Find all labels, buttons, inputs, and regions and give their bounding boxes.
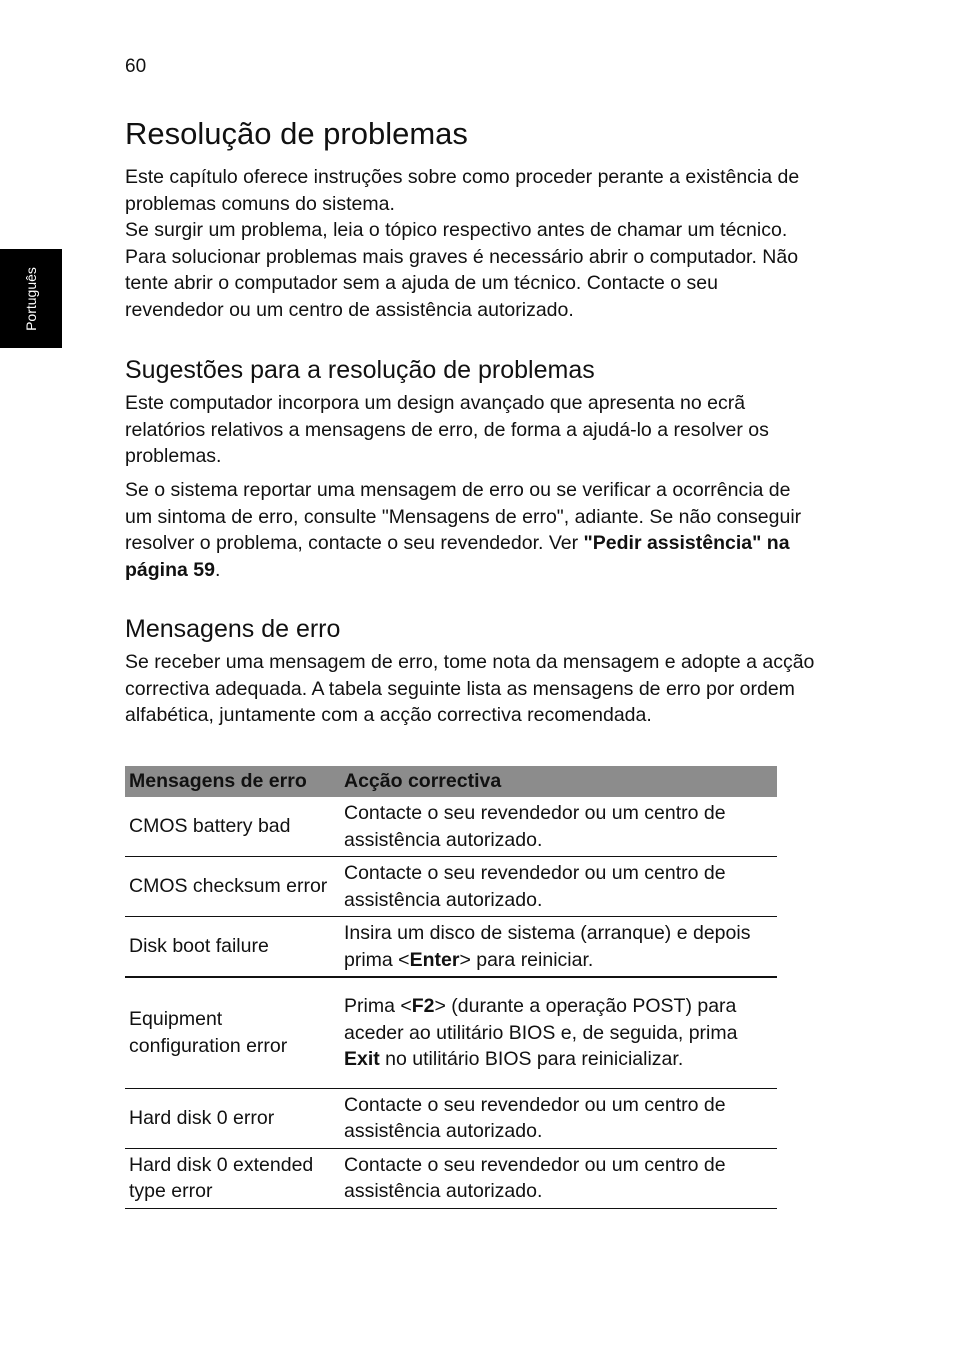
intro-text: [125, 164, 815, 323]
error-message-cell: CMOS checksum error: [125, 857, 340, 917]
error-message-cell: CMOS battery bad: [125, 797, 340, 857]
page-title: Resolução de problemas: [125, 116, 468, 151]
corrective-action-cell: Contacte o seu revendedor ou um centro de assistência autorizado.: [340, 1088, 777, 1148]
section-heading-error-messages: Mensagens de erro: [125, 615, 341, 643]
suggestions-text: Se o sistema reportar uma mensagem de erro ou se verificar a ocorrência de um sintoma de erro, consulte "Mensagens de erro", adiante. Se não conseguir resolver o problema, contacte o seu revendedor. Ver: [125, 479, 802, 554]
error-messages-table: [125, 766, 777, 1209]
key-name: F2: [411, 995, 435, 1017]
table-row: [125, 797, 777, 857]
corrective-action-cell: [340, 977, 777, 1088]
suggestions-text-end: .: [214, 558, 221, 581]
table-row: [125, 1148, 777, 1208]
key-name: Enter: [409, 948, 460, 971]
intro-paragraph-1: Este capítulo oferece instruções sobre como proceder perante a existência de problemas comuns do sistema.: [125, 166, 800, 215]
corrective-action-cell: Contacte o seu revendedor ou um centro de assistência autorizado.: [340, 857, 777, 917]
table-row: [125, 977, 777, 1088]
column-header-message: Mensagens de erro: [125, 766, 340, 797]
error-message-cell: Hard disk 0 extended type error: [125, 1148, 340, 1208]
page-number: 60: [125, 56, 147, 77]
table-row: [125, 917, 777, 978]
language-side-tab: [0, 249, 62, 348]
language-label: Português: [23, 266, 39, 331]
action-text: no utilitário BIOS para reinicializar.: [379, 1048, 684, 1070]
action-text: > para reiniciar.: [459, 948, 594, 971]
corrective-action-cell: [340, 917, 777, 978]
corrective-action-cell: Contacte o seu revendedor ou um centro de assistência autorizado.: [340, 1148, 777, 1208]
table-header-row: [125, 766, 777, 797]
suggestions-paragraph-1: Este computador incorpora um design avançado que apresenta no ecrã relatórios relativos a mensagens de erro, de forma a ajudá-lo a resolver os problemas.: [125, 392, 769, 467]
section-heading-suggestions: Sugestões para a resolução de problemas: [125, 356, 595, 384]
intro-paragraph-2: Se surgir um problema, leia o tópico respectivo antes de chamar um técnico. Para solucionar problemas mais graves é necessário abrir o computador. Não tente abrir o computador sem a ajuda de um técnico. Contacte o seu revendedor ou um centro de assistência autorizado.: [125, 219, 799, 321]
column-header-action: Acção correctiva: [340, 766, 777, 797]
action-text: Prima <: [344, 995, 412, 1017]
error-messages-paragraph: Se receber uma mensagem de erro, tome nota da mensagem e adopte a acção correctiva adequada. A tabela seguinte lista as mensagens de erro por ordem alfabética, juntamente com a acção correctiva recomendada.: [125, 651, 815, 726]
table-row: [125, 857, 777, 917]
error-message-cell: Hard disk 0 error: [125, 1088, 340, 1148]
suggestions-paragraph-2: [125, 477, 815, 583]
action-text: > (durante a operação POST) para aceder ao utilitário BIOS e, de seguida, prima: [344, 995, 738, 1044]
error-message-cell: Disk boot failure: [125, 917, 340, 978]
cross-reference-link: "Pedir assistência" na página 59: [125, 532, 790, 581]
corrective-action-cell: Contacte o seu revendedor ou um centro de assistência autorizado.: [340, 797, 777, 857]
table-row: [125, 1088, 777, 1148]
key-name: Exit: [344, 1048, 380, 1070]
action-text: Insira um disco de sistema (arranque) e depois prima <: [344, 922, 751, 971]
error-message-cell: Equipment configuration error: [125, 977, 340, 1088]
